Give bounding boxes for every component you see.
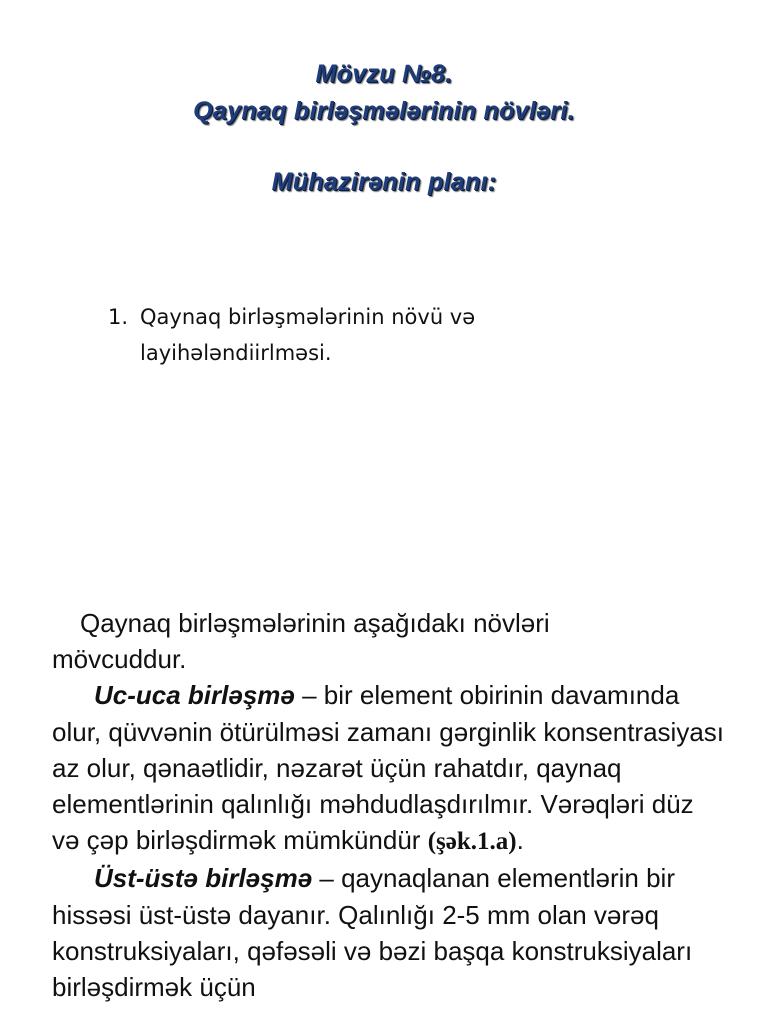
plan-item-line2: layihələndiirlməsi. [140,341,332,365]
lap-joint-paragraph [52,860,728,1005]
plan-item-number: 1. [108,305,129,329]
butt-joint-paragraph [52,677,728,860]
plan-heading: Mühazirənin planı: [271,168,497,196]
lap-joint-term: Üst-üstə birləşmə [94,863,313,894]
plan-item [108,299,628,371]
intro-line1: Qaynaq birləşmələrinin aşağıdakı növləri [80,608,550,638]
topic-title: Mövzu №8. [315,60,453,88]
lecture-body [52,605,728,1005]
butt-joint-text: – bir element obirinin davamında olur, qüvvənin ötürülməsi zamanı gərginlik konsentrasiyası az olur, qənaətlidir, nəzarət üçün rahatdır, qaynaq elementlərinin qalınlığı məhdudlaşdırılmır. Vərəqləri düz və çəp birləşdirmək mümkündür [52,680,725,856]
intro-line2: mövcuddur. [52,644,187,675]
butt-joint-term: Uc-uca birləşmə [94,680,295,711]
figure-reference: (şək.1.a) [427,828,517,856]
lap-joint-text: – qaynaqlanan elementlərin bir hissəsi üst-üstə dayanır. Qalınlığı 2-5 mm olan vərəq konstruksiyaları, qəfəsəli və bəzi başqa konstruksiyaları birləşdirmək üçün [52,863,693,1003]
subject-title: Qaynaq birləşmələrinin növləri. [193,97,575,125]
plan-item-text [140,299,628,371]
plan-item-line1: Qaynaq birləşmələrinin növü və [140,305,476,329]
lecture-plan-list [108,299,628,371]
intro-paragraph [52,605,728,677]
butt-joint-end: . [516,825,524,856]
